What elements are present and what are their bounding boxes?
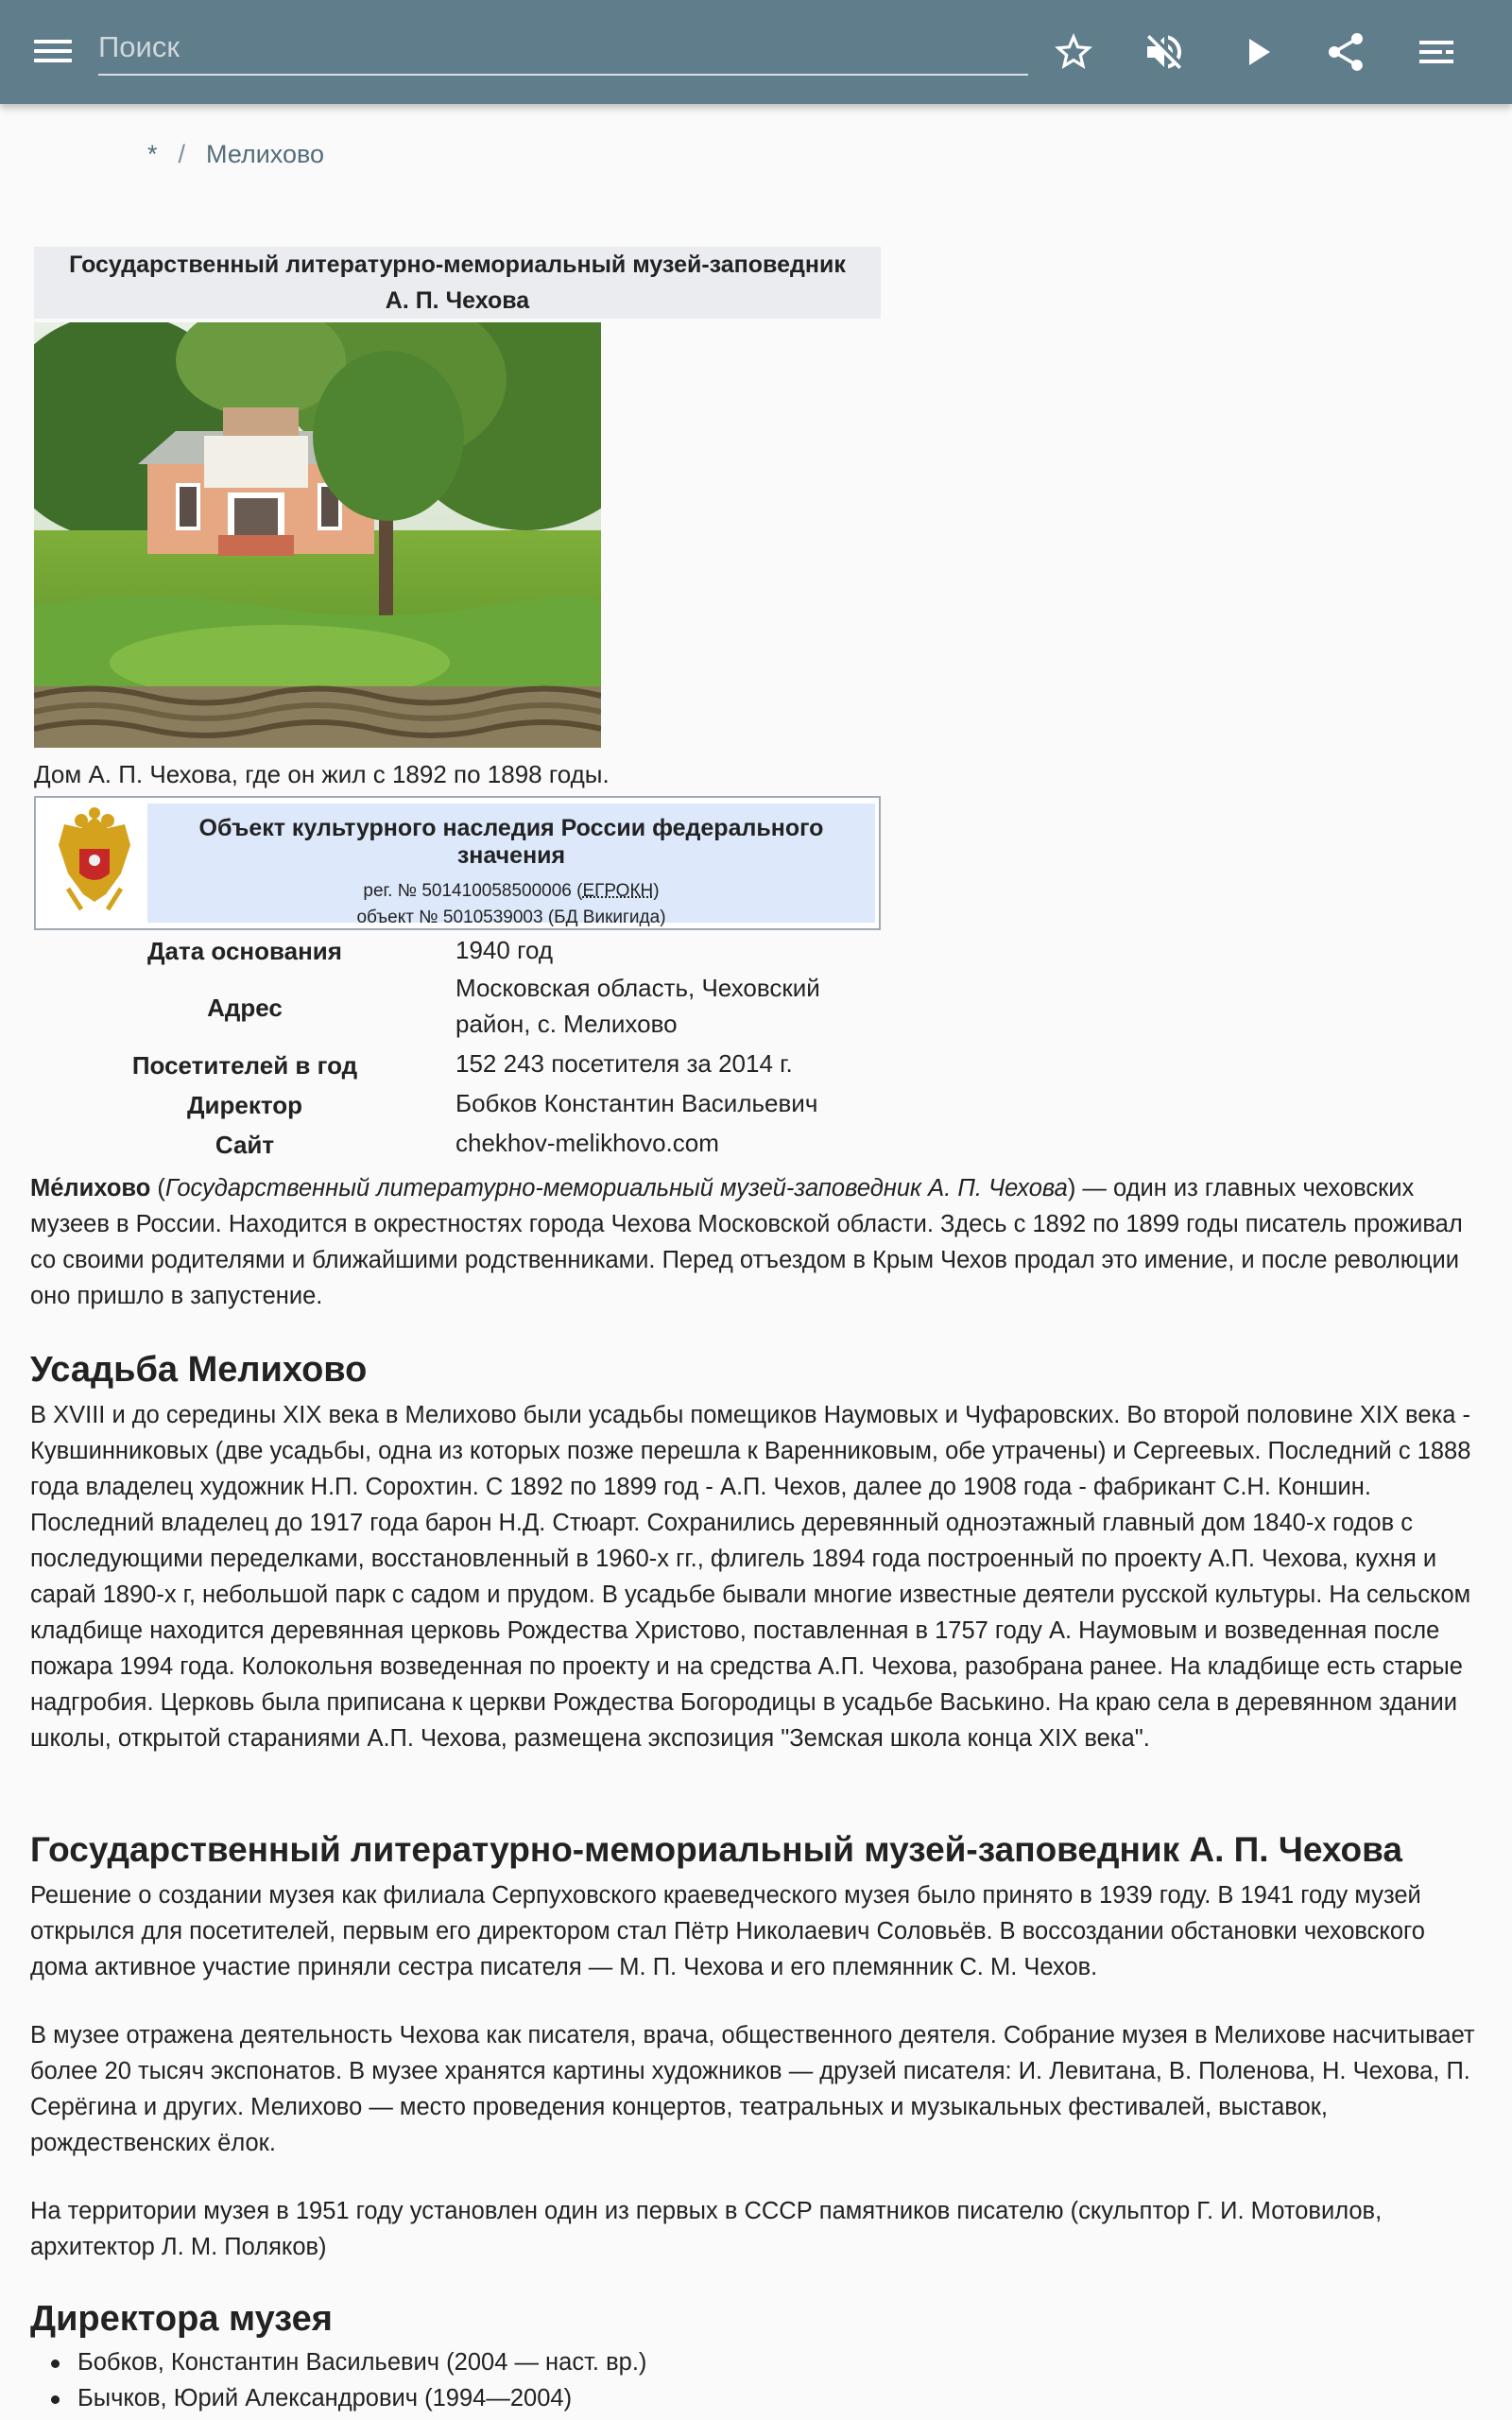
list-item[interactable]: Бычков, Юрий Александрович (1994—2004) xyxy=(30,2380,646,2416)
heritage-info xyxy=(147,804,875,927)
section-heading: Государственный литературно-мемориальный музей-заповедник А. П. Чехова xyxy=(30,1830,1402,1869)
infobox-title-text: Государственный литературно-мемориальный музей-заповедник А. П. Чехова xyxy=(69,251,846,314)
search-input[interactable] xyxy=(98,23,1028,72)
breadcrumb-home[interactable]: * xyxy=(147,140,158,168)
row-value[interactable]: Бобков Константин Васильевич xyxy=(455,1089,818,1117)
infobox-row xyxy=(34,932,881,970)
infobox-photo[interactable] xyxy=(34,322,601,748)
row-label: Сайт xyxy=(215,1131,275,1159)
infobox-row xyxy=(34,1125,881,1165)
volume-off-icon[interactable] xyxy=(1142,29,1187,75)
section-heading: Усадьба Мелихово xyxy=(30,1350,368,1390)
coat-of-arms-icon[interactable] xyxy=(49,807,140,919)
breadcrumb xyxy=(147,140,324,169)
heritage-title: Объект культурного наследия России федерального значения xyxy=(198,815,824,869)
row-label: Директор xyxy=(186,1091,302,1119)
list-item[interactable]: Бобков, Константин Васильевич (2004 — наст. вр.) xyxy=(30,2344,646,2380)
section-paragraph: Решение о создании музея как филиала Серпуховского краеведческого музея было принято в 1939 году. В 1941 году музей открылся для посетителей, первым его директором стал Пётр Николаевич Соловьёв. В воссоздании обстановки чеховского дома активное участие приняли сестра писателя — М. П. Чехова и его племянник С. М. Чехов. xyxy=(30,1882,1425,1980)
search-field[interactable] xyxy=(98,23,1028,76)
intro-paragraph: Ме́лихово (Государственный литературно-мемориальный музей-заповедник А. П. Чехова) — один из главных чеховских музеев в России. Находится в окрестностях города Чехова Московской области. Здесь с 1892 по 1899 годы писатель проживал со своими родителями и ближайшими родственниками. Перед отъездом в Крым Чехов продал это имение, и после революции оно пришло в запустение. xyxy=(30,1175,1463,1309)
intro-text: ) — один из главных чеховских музеев в России. Находится в окрестностях города Чехова Московской области. Здесь с 1892 по 1899 годы писатель проживал со своими родителями и ближайшими родственниками. Перед отъездом в Крым Чехов продал это имение, и после революции оно пришло в запустение. xyxy=(30,1175,1463,1309)
row-value: 1940 год xyxy=(455,936,554,964)
infobox-row xyxy=(34,1085,881,1125)
heritage-reg xyxy=(147,881,875,902)
menu-icon[interactable] xyxy=(34,36,72,66)
list-icon[interactable] xyxy=(1414,29,1459,75)
intro-italic: Государственный литературно-мемориальный музей-заповедник А. П. Чехова xyxy=(164,1175,1068,1201)
infobox-title xyxy=(34,247,881,319)
row-value: Московская область, Чеховский район, с. Мелихово xyxy=(455,974,820,1038)
app-bar xyxy=(0,0,1512,104)
heritage-reg-suffix: ) xyxy=(653,881,660,901)
share-icon[interactable] xyxy=(1323,29,1368,75)
section-heading: Директора музея xyxy=(30,2299,333,2339)
breadcrumb-separator: / xyxy=(178,140,186,168)
infobox-row xyxy=(34,1046,881,1085)
directors-list xyxy=(30,2344,646,2416)
breadcrumb-current[interactable]: Мелихово xyxy=(206,140,325,168)
star-icon[interactable] xyxy=(1051,29,1096,75)
heritage-reg-number: рег. № 501410058500006 ( xyxy=(363,881,583,901)
row-label: Адрес xyxy=(207,994,283,1022)
play-icon[interactable] xyxy=(1234,29,1280,75)
section-paragraph: В музее отражена деятельность Чехова как писателя, врача, общественного деятеля. Собрание музея в Мелихове насчитывает более 20 тысяч экспонатов. В музее хранятся картины художников — друзей писателя: И. Левитана, В. Поленова, Н. Чехова, П. Серёгина и других. Мелихово — место проведения концертов, театральных и музыкальных фестивалей, выставок, рождественских ёлок. xyxy=(30,2022,1475,2156)
infobox-row xyxy=(34,970,881,1046)
row-label: Посетителей в год xyxy=(131,1051,358,1080)
infobox-caption: Дом А. П. Чехова, где он жил с 1892 по 1898 годы. xyxy=(34,760,610,788)
egrokn-link[interactable]: ЕГРОКН xyxy=(582,881,654,901)
intro-bold: Ме́лихово xyxy=(30,1175,151,1201)
heritage-object: объект № 5010539003 (БД Викигида) xyxy=(356,908,666,927)
section-paragraph: В XVIII и до середины XIX века в Мелихово были усадьбы помещиков Наумовых и Чуфаровских. Во второй половине XIX века - Кувшинниковых (две усадьбы, одна из которых позже перешла к Варенниковым, обе утрачены) и Сергеевых. Последний с 1888 года владелец художник Н.П. Сорохтин. С 1892 по 1899 год - А.П. Чехов, далее до 1908 года - фабрикант С.Н. Коншин. Последний владелец до 1917 года барон Н.Д. Стюарт. Сохранились деревянный одноэтажный главный дом 1840-х годов с последующими переделками, восстановленный в 1960-х гг., флигель 1894 года построенный по проекту А.П. Чехова, кухня и сарай 1890-х г, небольшой парк с садом и прудом. В усадьбе бывали многие известные деятели русской культуры. На сельском кладбище находится деревянная церковь Рождества Христово, поставленная в 1757 году А. Наумовым и возведенная после пожара 1994 года. Колокольня возведенная по проекту и на средства А.П. Чехова, разобрана ранее. На кладбище есть старые надгробия. Церковь была приписана к церкви Рождества Богородицы в усадьбе Васькино. На краю села в деревянном здании школы, открытой стараниями А.П. Чехова, размещена экспозиция "Земская школа конца XIX века". xyxy=(30,1402,1471,1752)
row-value: 152 243 посетителя за 2014 г. xyxy=(455,1049,793,1078)
infobox-rows xyxy=(34,932,881,1165)
section-paragraph: На территории музея в 1951 году установлен один из первых в СССР памятников писателю (скульптор Г. И. Мотовилов, архитектор Л. М. Поляков) xyxy=(30,2198,1383,2260)
website-link[interactable]: chekhov-melikhovo.com xyxy=(455,1129,719,1157)
heritage-box xyxy=(34,796,881,930)
row-label: Дата основания xyxy=(147,937,342,965)
